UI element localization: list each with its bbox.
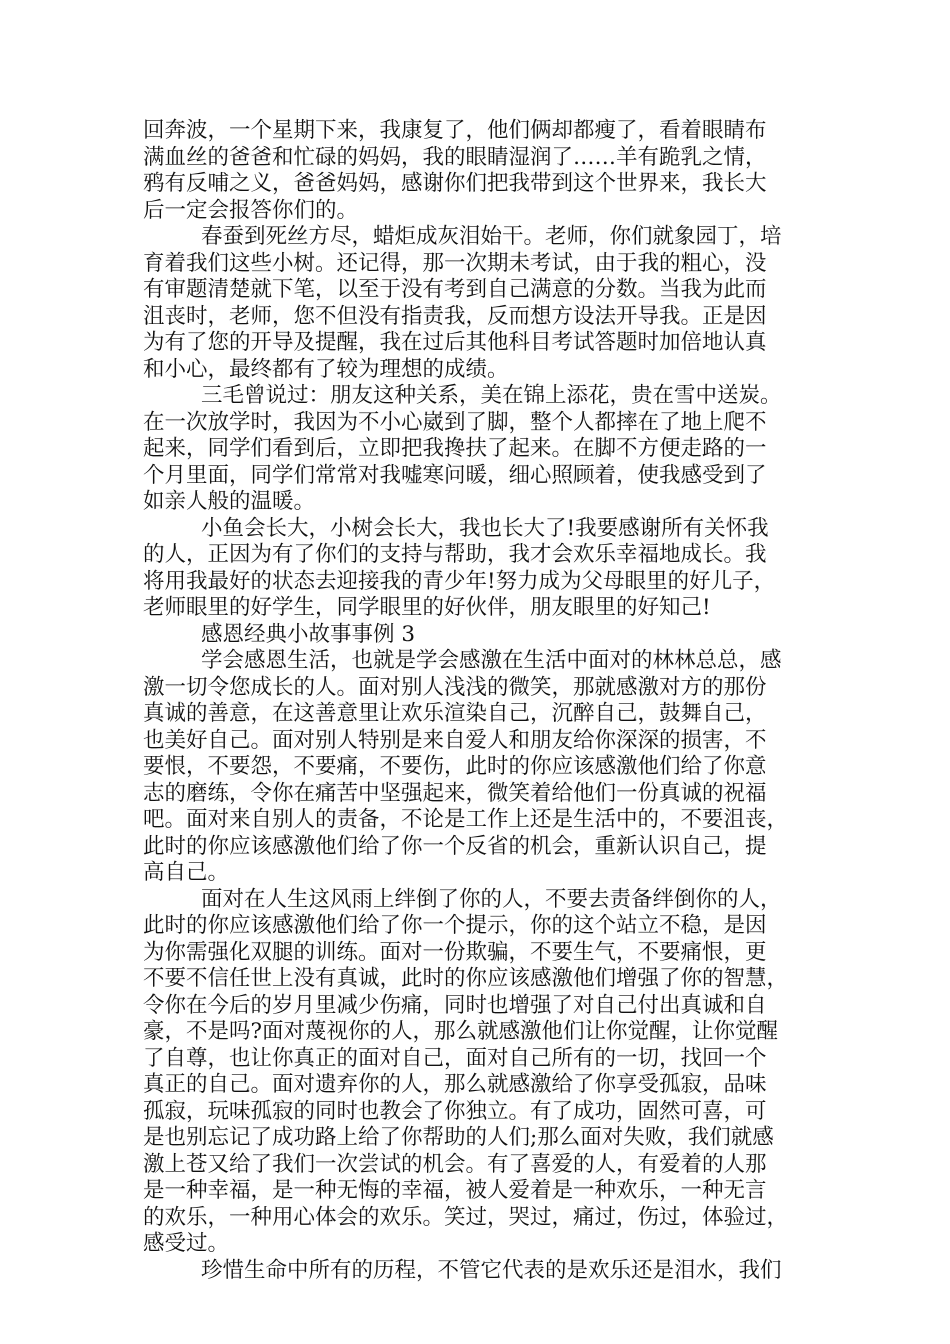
text-line: 志的磨练，令你在痛苦中坚强起来，微笑着给他们一份真诚的祝福 [143,780,767,806]
text-line: 的人，正因为有了你们的支持与帮助，我才会欢乐幸福地成长。我 [143,542,767,567]
text-line: 有审题清楚就下笔，以至于没有考到自己满意的分数。当我为此而 [143,277,767,302]
text-line: 育着我们这些小树。还记得，那一次期未考试，由于我的粗心，没 [143,250,767,276]
text-line: 在一次放学时，我因为不小心崴到了脚，整个人都摔在了地上爬不 [143,409,767,435]
text-line: 激一切令您成长的人。面对别人浅浅的微笑，那就感激对方的那份 [143,674,767,700]
text-line: 不要不信任世上没有真诚，此时的你应该感激他们增强了你的智慧， [143,966,789,991]
text-line: 激上苍又给了我们一次尝试的机会。有了喜爱的人，有爱着的人那 [143,1151,767,1177]
text-line: 如亲人般的温暖。 [143,489,316,514]
text-line: 为你需强化双腿的训练。面对一份欺骗，不要生气，不要痛恨，更 [143,939,767,965]
text-line: 了自尊，也让你真正的面对自己，面对自己所有的一切，找回一个 [143,1045,767,1071]
text-line: 春蚕到死丝方尽，蜡炬成灰泪始干。老师，你们就象园丁，培 [201,224,782,249]
text-line: 高自己。 [143,860,230,885]
text-line: 老师眼里的好学生，同学眼里的好伙伴，朋友眼里的好知己! [143,595,711,620]
text-line: 将用我最好的状态去迎接我的青少年!努力成为父母眼里的好儿子， [143,568,776,594]
text-line: 此时的你应该感激他们给了你一个反省的机会，重新认识自己，提 [143,833,767,859]
text-line: 小鱼会长大，小树会长大，我也长大了!我要感谢所有关怀我 [201,515,769,541]
text-line: 要恨，不要怨，不要痛，不要伤，此时的你应该感激他们给了你意 [143,754,767,779]
text-line: 也美好自己。面对别人特别是来自爱人和朋友给你深深的损害，不 [143,727,767,753]
text-line: 令你在今后的岁月里减少伤痛，同时也增强了对自己付出真诚和自 [143,992,767,1018]
text-line: 真诚的善意，在这善意里让欢乐渲染自己，沉醉自己，鼓舞自己， [143,701,767,726]
text-line: 三毛曾说过：朋友这种关系，美在锦上添花，贵在雪中送炭。 [201,383,782,408]
text-line: 和小心，最终都有了较为理想的成绩。 [143,356,509,382]
text-line: 是一种幸福，是一种无悔的幸福，被人爱着是一种欢乐，一种无言 [143,1178,767,1203]
text-line: 满血丝的爸爸和忙碌的妈妈，我的眼睛湿润了……羊有跪乳之情， [143,144,767,170]
text-line: 此时的你应该感激他们给了你一个提示，你的这个站立不稳，是因 [143,913,767,938]
text-line: 后一定会报答你们的。 [143,197,359,223]
text-line: 面对在人生这风雨上绊倒了你的人，不要去责备绊倒你的人， [201,886,782,912]
text-line: 感恩经典小故事事例 3 [201,621,416,647]
text-line: 感受过。 [143,1231,230,1256]
text-line: 吧。面对来自别人的责备，不论是工作上还是生活中的，不要沮丧， [143,807,789,832]
text-line: 沮丧时，老师，您不但没有指责我，反而想方设法开导我。正是因 [143,303,767,329]
text-line: 回奔波，一个星期下来，我康复了，他们俩却都瘦了，看着眼睛布 [143,118,767,143]
text-line: 珍惜生命中所有的历程，不管它代表的是欢乐还是泪水，我们 [201,1257,782,1283]
text-line: 孤寂，玩味孤寂的同时也教会了你独立。有了成功，固然可喜，可 [143,1098,767,1124]
text-line: 豪，不是吗?面对蔑视你的人，那么就感激他们让你觉醒，让你觉醒 [143,1019,779,1044]
text-line: 的欢乐，一种用心体会的欢乐。笑过，哭过，痛过，伤过，体验过， [143,1204,789,1230]
text-line: 学会感恩生活，也就是学会感激在生活中面对的林林总总，感 [201,648,782,673]
text-line: 鸦有反哺之义，爸爸妈妈，感谢你们把我带到这个世界来，我长大 [143,171,767,196]
text-line: 起来，同学们看到后，立即把我搀扶了起来。在脚不方便走路的一 [143,436,767,461]
text-line: 为有了您的开导及提醒，我在过后其他科目考试答题时加倍地认真 [143,330,767,355]
text-line: 是也别忘记了成功路上给了你帮助的人们;那么面对失败，我们就感 [143,1125,774,1150]
document-page [143,118,823,1284]
text-line: 真正的自己。面对遗弃你的人，那么就感激给了你享受孤寂，品味 [143,1072,767,1097]
text-line: 个月里面，同学们常常对我嘘寒问暖，细心照顾着，使我感受到了 [143,462,767,488]
